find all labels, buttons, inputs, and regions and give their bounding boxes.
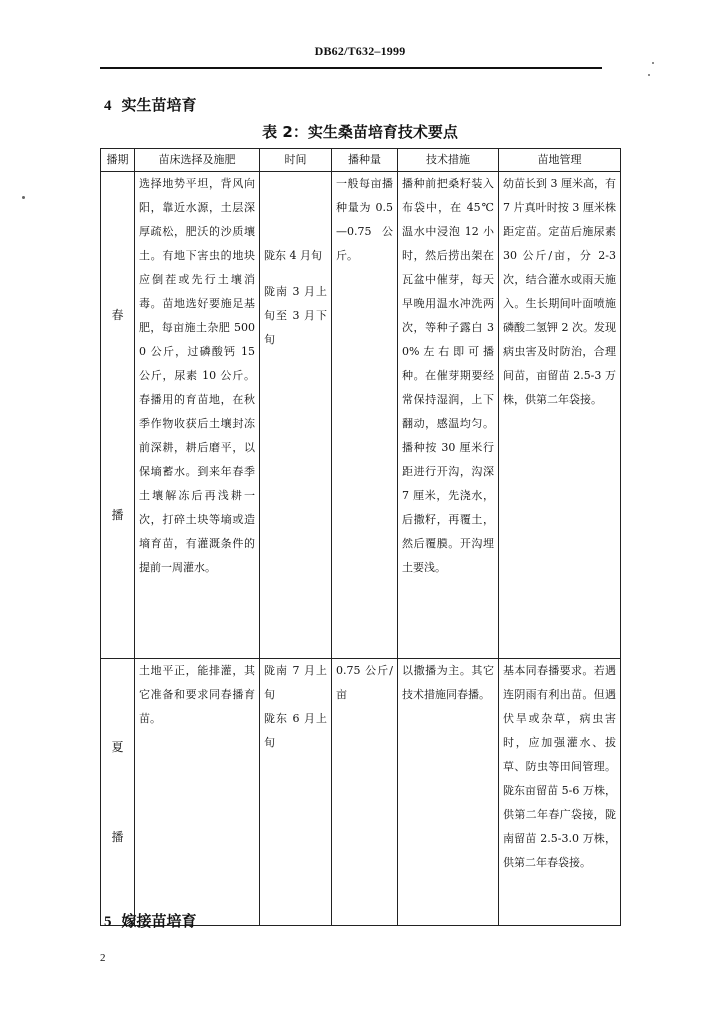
header-time: 时间 xyxy=(260,149,332,172)
document-code-header: DB62/T632–1999 xyxy=(314,44,406,58)
time-entry: 陇南 3 月上旬至 3 月下旬 xyxy=(264,285,327,346)
header-nursery-management: 苗地管理 xyxy=(499,149,621,172)
time-entry: 陇东 4 月旬 xyxy=(264,249,322,262)
scan-speck xyxy=(22,196,25,199)
section-4-heading xyxy=(104,94,197,115)
header-rule xyxy=(100,67,602,69)
header-sowing-amount: 播种量 xyxy=(332,149,398,172)
header-technical-measures: 技术措施 xyxy=(398,149,499,172)
amount-cell: 0.75 公斤/亩 xyxy=(332,659,398,926)
measures-cell: 播种前把桑籽装入布袋中，在 45℃温水中浸泡 12 小时，然后捞出架在瓦盆中催芽，每天早晚用温水冲洗两次，等种子露白 30%左右即可播种。在催芽期要经常保持湿润，上下翻动，感温均匀。播种按 30 厘米行距进行开沟，沟深 7 厘米，先浇水，后撒籽，再覆土，然后覆膜。开沟埋土要浅。 xyxy=(398,172,499,659)
section-4-title: 实生苗培育 xyxy=(121,96,197,114)
site-cell: 选择地势平坦，背风向阳，靠近水源，土层深厚疏松，肥沃的沙质壤土。有地下害虫的地块应倒茬或先行土壤消毒。苗地选好要施足基肥，每亩施土杂肥 5000 公斤，过磷酸钙 15 公斤，尿素 10 公斤。春播用的育苗地，在秋季作物收获后土壤封冻前深耕，耕后磨平，以保墒蓄水。到来年春季土壤解冻后再浅耕一次，打碎土块等墒或造墒育苗，有灌溉条件的提前一周灌水。 xyxy=(135,172,260,659)
table-row-summer-sowing xyxy=(101,659,621,926)
season-cell-spring xyxy=(101,172,135,659)
measures-cell: 以撒播为主。其它技术措施同春播。 xyxy=(398,659,499,926)
section-5-heading xyxy=(104,910,197,931)
season-char: 夏 xyxy=(111,740,124,754)
time-cell xyxy=(260,172,332,659)
seedling-technique-table xyxy=(100,148,621,926)
table-row-spring-sowing xyxy=(101,172,621,659)
site-cell: 土地平正，能排灌，其它准备和要求同春播育苗。 xyxy=(135,659,260,926)
section-4-number: 4 xyxy=(104,98,112,114)
scan-speck xyxy=(652,62,654,64)
management-cell: 幼苗长到 3 厘米高，有 7 片真叶时按 3 厘米株距定苗。定苗后施尿素 30 公斤/亩，分 2-3 次，结合灌水或雨天施入。生长期间叶面喷施磷酸二氢钾 2 次。发现病虫害及时防治，合理间苗，亩留苗 2.5-3 万株，供第二年袋接。 xyxy=(499,172,621,659)
section-5-title: 嫁接苗培育 xyxy=(121,912,197,930)
time-entry: 陇东 6 月上旬 xyxy=(264,712,327,749)
section-5-number: 5 xyxy=(104,914,112,930)
amount-cell: 一般每亩播种量为 0.5—0.75 公斤。 xyxy=(332,172,398,659)
header-sowing-period: 播期 xyxy=(101,149,135,172)
season-char: 春 xyxy=(111,308,124,322)
scan-speck xyxy=(648,74,650,76)
header-site-and-fertilizer: 苗床选择及施肥 xyxy=(135,149,260,172)
table-caption: 表 2：实生桑苗培育技术要点 xyxy=(262,123,458,141)
page-number: 2 xyxy=(100,952,106,964)
season-char: 播 xyxy=(111,508,124,522)
management-cell: 基本同春播要求。若遇连阴雨有利出苗。但遇伏旱或杂草，病虫害时，应加强灌水、拔草、防虫等田间管理。陇东亩留苗 5-6 万株，供第二年春广袋接，陇南留苗 2.5-3.0 万株，供第二年春袋接。 xyxy=(499,659,621,926)
time-cell xyxy=(260,659,332,926)
table-header-row xyxy=(101,149,621,172)
time-entry: 陇南 7 月上旬 xyxy=(264,664,327,701)
season-char: 播 xyxy=(111,830,124,844)
season-cell-summer xyxy=(101,659,135,926)
